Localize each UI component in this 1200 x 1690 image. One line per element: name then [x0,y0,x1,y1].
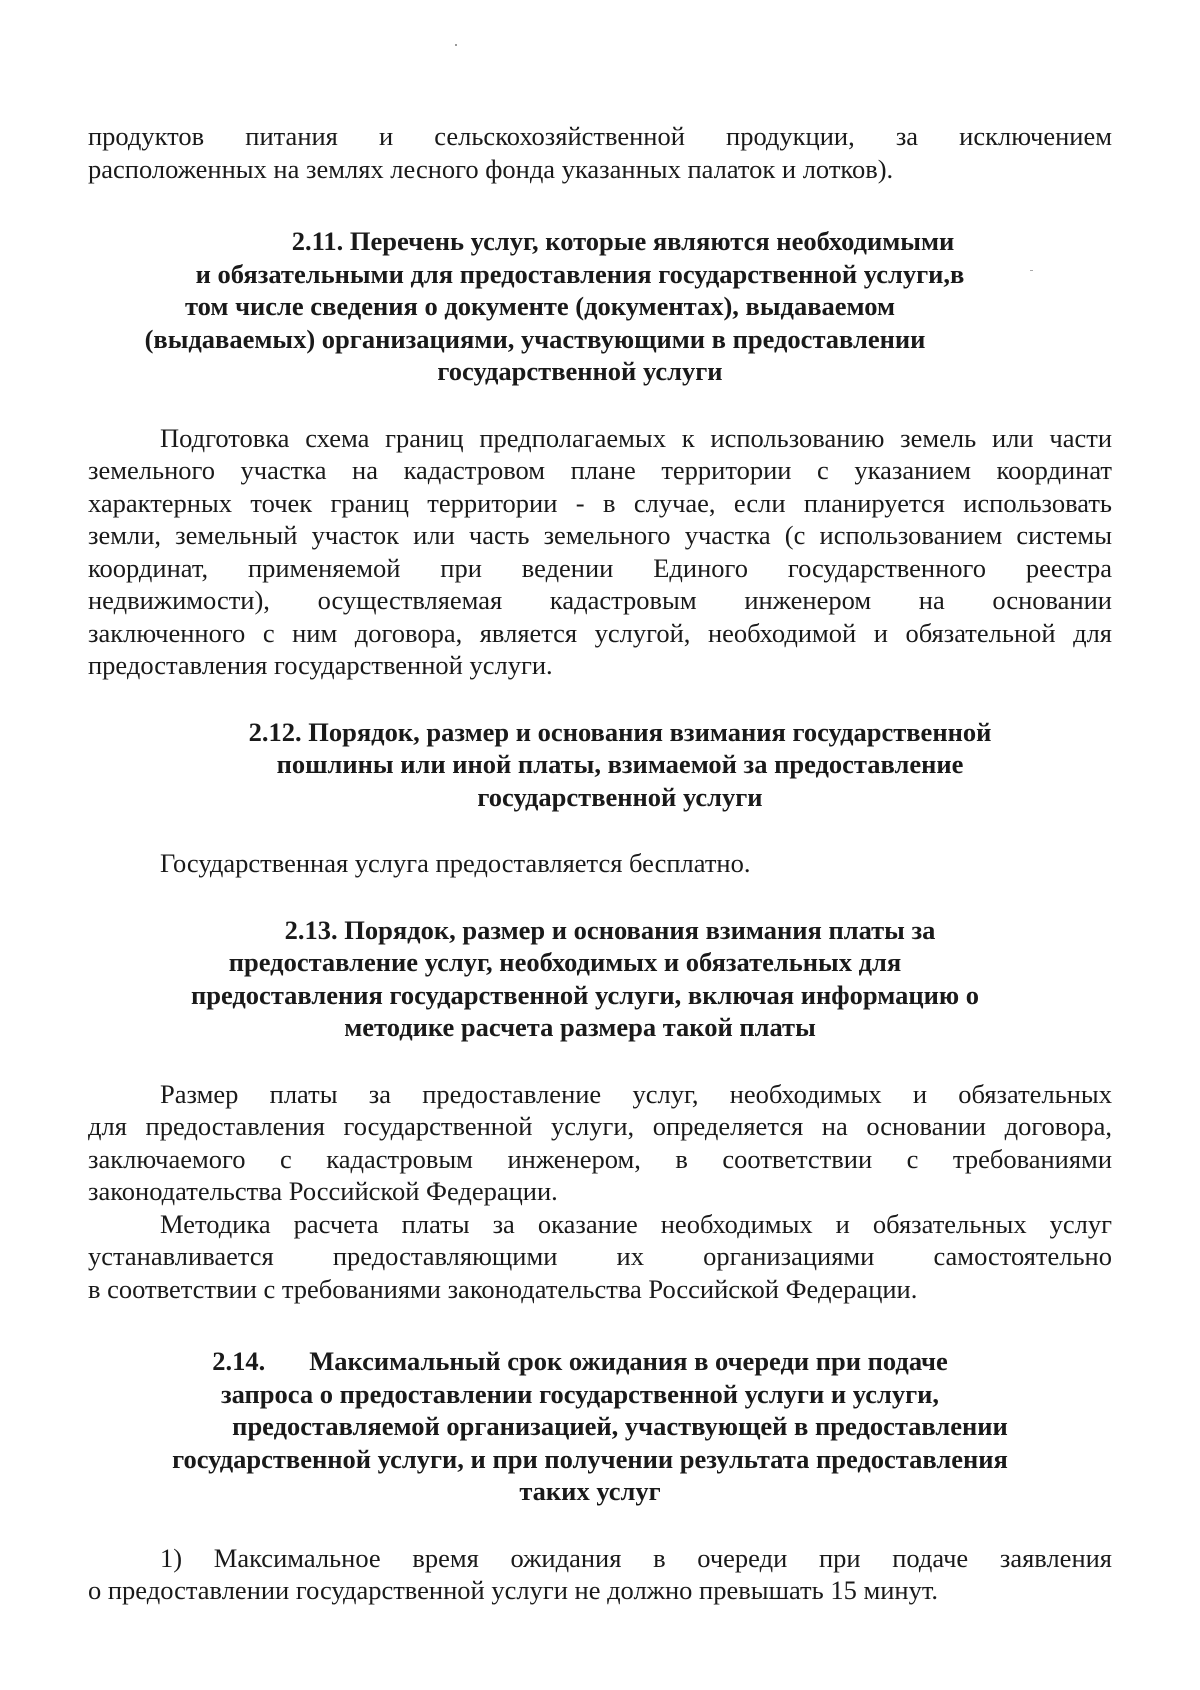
section-heading-2-13 [88,914,1112,1044]
heading-line: пошлины или иной платы, взимаемой за предоставление [276,749,964,779]
section-2-14-paragraph [88,1542,1112,1607]
section-2-13-paragraph-2 [88,1208,1112,1306]
heading-line: государственной услуги, и при получении результата предоставления [172,1443,1008,1474]
heading-line: (выдаваемых) организациями, участвующими в предоставлении [144,323,926,354]
document-page [88,120,1112,1607]
text-line: Подготовка схема границ предполагаемых к использованию земель или части [160,422,1112,453]
heading-line: методике расчета размера такой платы [344,1012,816,1042]
text-line: заключаемого с кадастровым инженером, в соответствии с требованиями [88,1143,1112,1174]
heading-line: и обязательными для предоставления государственной услуги,в [195,258,965,289]
section-heading-2-12 [88,716,1112,814]
text-line: продуктов питания и сельскохозяйственной продукции, за исключением [88,121,1112,151]
scan-speck [455,44,457,46]
text-line: о предоставлении государственной услуги не должно превышать 15 минут. [88,1575,939,1605]
intro-paragraph [88,120,1112,185]
heading-line: государственной услуги [437,356,723,386]
heading-line: 2.12. Порядок, размер и основания взимания государственной [248,716,992,747]
section-2-12-paragraph [88,847,1112,880]
text-line: Размер платы за предоставление услуг, необходимых и обязательных [160,1078,1112,1109]
heading-line: предоставляемой организацией, участвующей в предоставлении [232,1411,1008,1441]
heading-line: предоставление услуг, необходимых и обязательных для [228,947,902,977]
section-number: 2.14. [212,1346,266,1376]
section-heading-2-11 [88,225,1112,388]
heading-line: предоставления государственной услуги, включая информацию о [190,979,979,1010]
section-2-13-paragraph-1 [88,1078,1112,1208]
text-line: устанавливается предоставляющими их организациями самостоятельно [88,1241,1112,1271]
text-line: законодательства Российской Федерации. [88,1176,558,1206]
text-line: Методика расчета платы за оказание необходимых и обязательных услуг [160,1208,1112,1239]
text-line: для предоставления государственной услуги, определяется на основании договора, [88,1111,1112,1141]
text-line: Государственная услуга предоставляется бесплатно. [160,848,751,878]
text-line: в соответствии с требованиями законодательства Российской Федерации. [88,1273,918,1304]
section-2-11-paragraph [88,422,1112,682]
text-line: земельного участка на кадастровом плане территории с указанием координат [88,455,1112,485]
text-line: координат, применяемой при ведении Единого государственного реестра [88,552,1112,583]
heading-text: Максимальный срок ожидания в очереди при подаче [309,1346,948,1376]
heading-line: 2.11. Перечень услуг, которые являются необходимыми [291,226,955,256]
heading-line [88,1345,1112,1378]
text-line: земли, земельный участок или часть земельного участка (с использованием системы [88,520,1112,550]
heading-line: 2.13. Порядок, размер и основания взимания платы за [284,914,936,945]
text-line: недвижимости), осуществляемая кадастровым инженером на основании [88,585,1112,615]
heading-line: том числе сведения о документе (документах), выдаваемом [184,291,896,321]
heading-line: таких услуг [519,1476,661,1506]
section-heading-2-14 [88,1345,1112,1508]
heading-line: государственной услуги [477,781,763,812]
heading-line: запроса о предоставлении государственной услуги и услуги, [220,1378,939,1409]
text-line: заключенного с ним договора, является услугой, необходимой и обязательной для [88,617,1112,648]
text-line: предоставления государственной услуги. [88,650,553,680]
text-line: расположенных на землях лесного фонда указанных палаток и лотков). [88,153,894,184]
text-line: 1) Максимальное время ожидания в очереди при подаче заявления [160,1542,1112,1573]
text-line: характерных точек границ территории - в случае, если планируется использовать [88,487,1112,518]
